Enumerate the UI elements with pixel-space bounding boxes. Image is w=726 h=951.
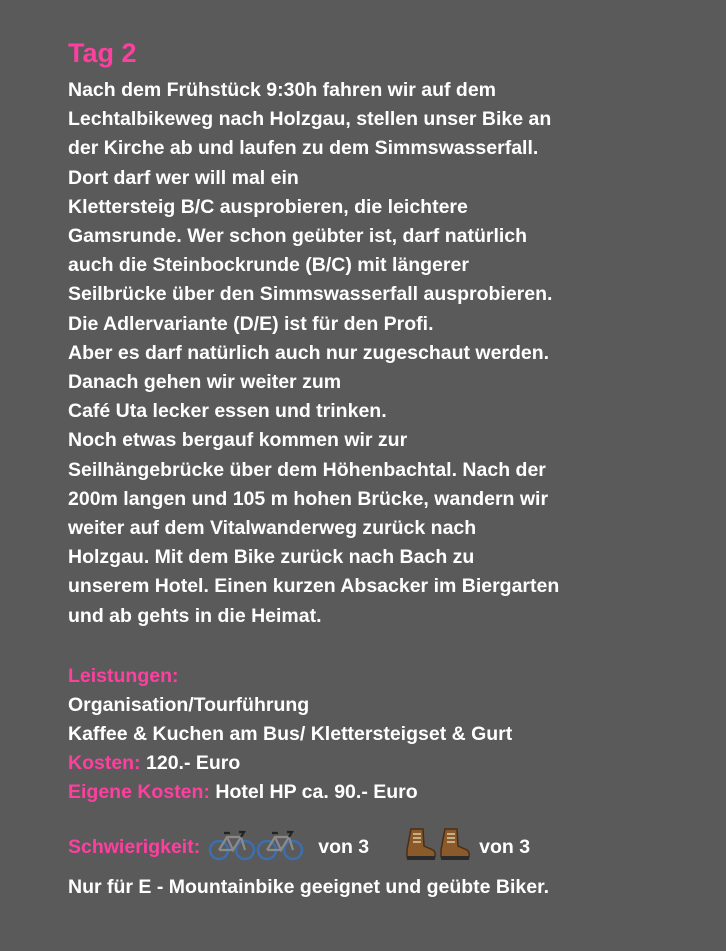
leistungen-label: Leistungen: <box>68 665 179 687</box>
leistung-item: Kaffee & Kuchen am Bus/ Klettersteigset & Gurt <box>68 723 513 745</box>
schwierigkeit-label: Schwierigkeit: <box>68 835 201 858</box>
description-paragraph <box>68 76 708 631</box>
paragraph-line: Die Adlervariante (D/E) ist für den Profi. <box>68 312 434 335</box>
bicycle-icon <box>208 827 256 867</box>
page-title: Tag 2 <box>68 38 137 68</box>
paragraph-line: Seilhängebrücke über dem Höhenbachtal. Nach der <box>68 458 546 481</box>
eigene-kosten-row <box>68 781 418 804</box>
paragraph-line: Aber es darf natürlich auch nur zugeschaut werden. <box>68 341 550 364</box>
paragraph-line: Holzgau. Mit dem Bike zurück nach Bach zu <box>68 546 475 569</box>
footer-note: Nur für E - Mountainbike geeignet und geübte Biker. <box>68 876 550 898</box>
paragraph-line: 200m langen und 105 m hohen Brücke, wandern wir <box>68 487 549 510</box>
kosten-row <box>68 752 240 775</box>
bicycle-icon <box>256 827 304 867</box>
hike-rating-text: von 3 <box>479 835 531 858</box>
leistung-item: Organisation/Tourführung <box>68 694 310 716</box>
paragraph-line: der Kirche ab und laufen zu dem Simmswasserfall. <box>68 137 539 160</box>
paragraph-line: Danach gehen wir weiter zum <box>68 371 342 394</box>
paragraph-line: Dort darf wer will mal ein <box>68 166 299 189</box>
eigene-kosten-label: Eigene Kosten: <box>68 781 210 803</box>
kosten-label: Kosten: <box>68 752 141 774</box>
kosten-value: 120.- Euro <box>146 752 241 774</box>
paragraph-line: weiter auf dem Vitalwanderweg zurück nach <box>68 517 477 540</box>
paragraph-line: Klettersteig B/C ausprobieren, die leichtere <box>68 195 468 218</box>
paragraph-line: Gamsrunde. Wer schon geübter ist, darf natürlich <box>68 225 528 248</box>
hiking-boot-icon <box>403 826 437 868</box>
hiking-boot-icon <box>437 826 471 868</box>
paragraph-line: auch die Steinbockrunde (B/C) mit längerer <box>68 254 469 277</box>
paragraph-line: und ab gehts in die Heimat. <box>68 604 322 627</box>
bike-rating <box>208 827 304 867</box>
paragraph-line: Nach dem Frühstück 9:30h fahren wir auf dem <box>68 79 497 101</box>
eigene-kosten-value: Hotel HP ca. 90.- Euro <box>215 781 418 803</box>
hike-rating <box>403 826 471 868</box>
paragraph-line: Café Uta lecker essen und trinken. <box>68 400 387 423</box>
paragraph-line: Seilbrücke über den Simmswasserfall ausprobieren. <box>68 283 553 306</box>
paragraph-line: unserem Hotel. Einen kurzen Absacker im Biergarten <box>68 575 560 598</box>
paragraph-line: Lechtalbikeweg nach Holzgau, stellen unser Bike an <box>68 108 552 131</box>
schwierigkeit-row <box>68 826 530 868</box>
paragraph-line: Noch etwas bergauf kommen wir zur <box>68 429 408 452</box>
bike-rating-text: von 3 <box>318 835 370 858</box>
